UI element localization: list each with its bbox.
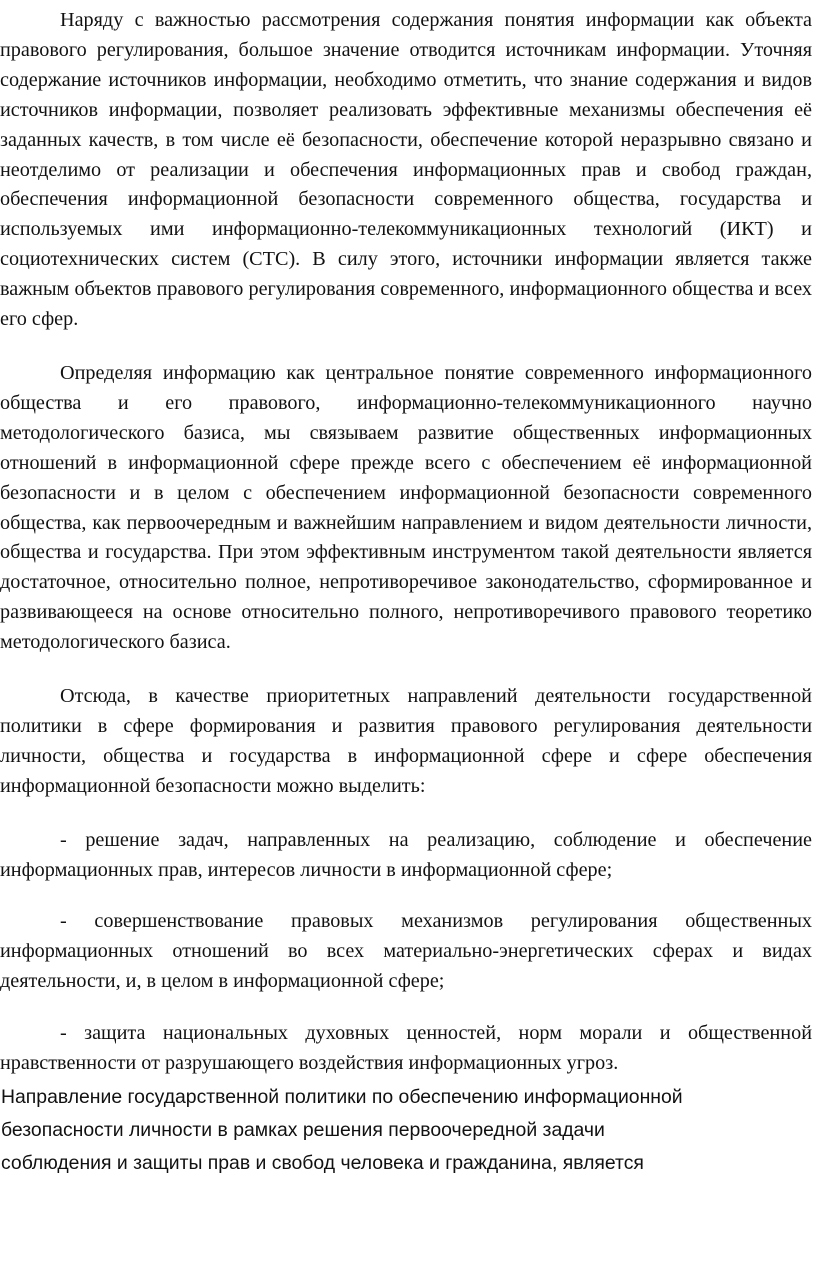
heading-line: безопасности личности в рамках решения первоочередной задачи — [1, 1119, 605, 1141]
heading-line: Направление государственной политики по обеспечению информационной — [1, 1086, 683, 1108]
document-page — [0, 6, 812, 1180]
heading-line: соблюдения и защиты прав и свобод человека и гражданина, является — [1, 1152, 644, 1174]
paragraph-information-sources: Наряду с важностью рассмотрения содержания понятия информации как объекта правового регулирования, большое значение отводится источникам информации. Уточняя содержание источников информации, необходимо отметить, что знание содержания и видов источников информации, позволяет реализовать эффективные механизмы обеспечения её заданных качеств, в том числе её безопасности, обеспечение которой неразрывно связано и неотделимо от реализации и обеспечения информационных прав и свобод граждан, обеспечения информационной безопасности современного общества, государства и используемых ими информационно-телекоммуникационных технологий (ИКТ) и социотехнических систем (СТС). В силу этого, источники информации является также важным объектов правового регулирования современного, информационного общества и всех его сфер. — [0, 9, 812, 331]
list-item-rights: - решение задач, направленных на реализацию, соблюдение и обеспечение информационных прав, интересов личности в информационной сфере; — [0, 828, 812, 881]
list-item-legal-mechanisms: - совершенствование правовых механизмов регулирования общественных информационных отношений во всех материально-энергетических сферах и видах деятельности, и, в целом в информационной сфере; — [0, 910, 812, 993]
list-item-spiritual-values: - защита национальных духовных ценностей, норм морали и общественной нравственности от разрушающего воздействия информационных угроз. — [0, 1022, 812, 1075]
section-heading — [0, 1081, 812, 1180]
paragraph-information-definition: Определяя информацию как центральное понятие современного информационного общества и его правового, информационно-телекоммуникационного научно методологического базиса, мы связываем развитие общественных информационных отношений в информационной сфере прежде всего с обеспечением её информационной безопасности и в целом с обеспечением информационной безопасности современного общества, как первоочередным и важнейшим направлением и видом деятельности личности, общества и государства. При этом эффективным инструментом такой деятельности является достаточное, относительно полное, непротиворечивое законодательство, сформированное и развивающееся на основе относительно полного, непротиворечивого правового теоретико методологического базиса. — [0, 361, 812, 654]
paragraph-priority-directions: Отсюда, в качестве приоритетных направлений деятельности государственной политики в сфере формирования и развития правового регулирования деятельности личности, общества и государства в информационной сфере и сфере обеспечения информационной безопасности можно выделить: — [0, 685, 812, 797]
